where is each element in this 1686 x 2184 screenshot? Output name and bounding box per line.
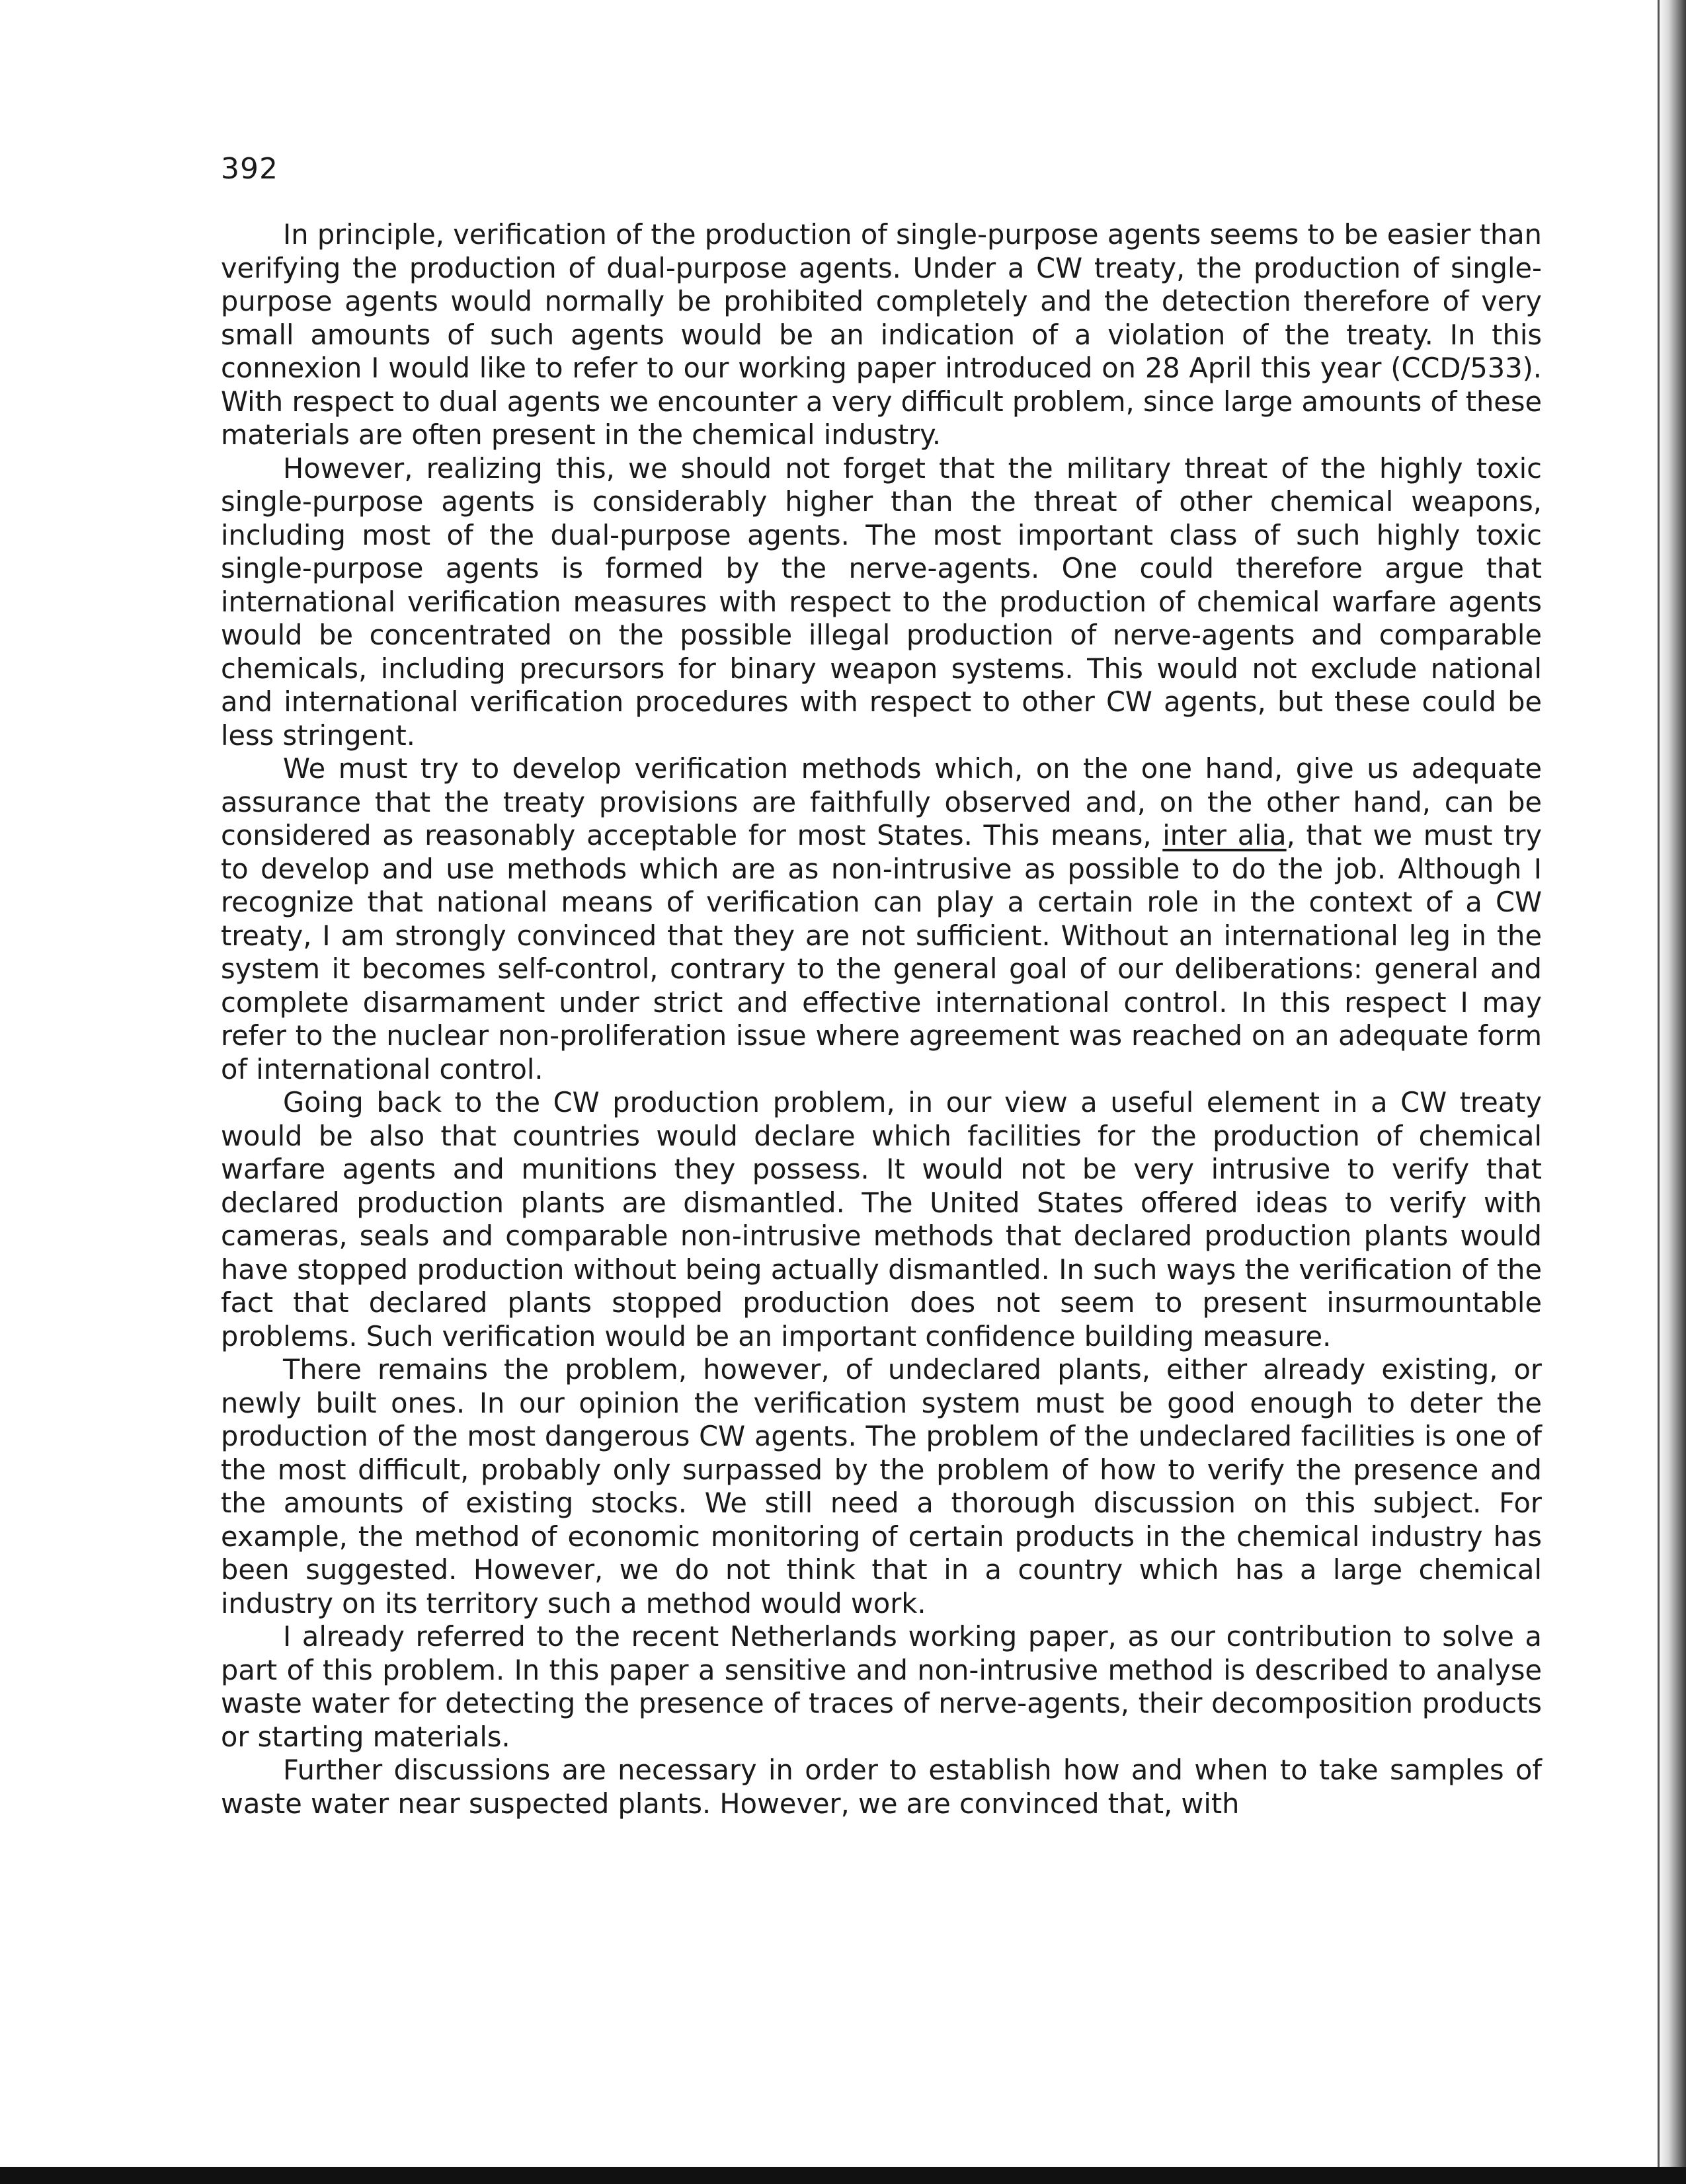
paragraph-6: I already referred to the recent Netherlands working paper, as our contribution to solve a part of this problem. In this paper a sensitive and non-intrusive method is described to analyse waste water for detecting the presence of traces of nerve-agents, their decomposition products or starting materials. [221,1620,1542,1753]
paragraph-3-part-2: , that we must try to develop and use methods which are as non-intrusive as possible to do the job. Although I recognize that national means of verification can play a certain role in the context of a CW treaty, I am strongly convinced that they are not sufficient. Without an international leg in the system it becomes self-control, contrary to the general goal of our deliberations: general and complete disarmament under strict and effective international control. In this respect I may refer to the nuclear non-proliferation issue where agreement was reached on an adequate form of international control. [221,819,1543,1085]
paragraph-4: Going back to the CW production problem, in our view a useful element in a CW treaty would be also that countries would declare which facilities for the production of chemical warfare agents and munitions they possess. It would not be very intrusive to verify that declared production plants are dismantled. The United States offered ideas to verify with cameras, seals and comparable non-intrusive methods that declared production plants would have stopped production without being actually dismantled. In such ways the verification of the fact that declared plants stopped production does not seem to present insurmountable problems. Such verification would be an important confidence building measure. [221,1086,1542,1352]
scan-bottom-border [0,2167,1686,2184]
page-edge-shadow [1657,0,1686,2184]
body-text [221,218,1542,1820]
page-number: 392 [221,152,278,186]
paragraph-3-part-1: We must try to develop verification methods which, on the one hand, give us adequate assurance that the treaty provisions are faithfully observed and, on the other hand, can be considered as reasonably acceptable for most States. This means, [221,752,1542,851]
page-edge-line [1658,0,1660,2184]
paragraph-2: However, realizing this, we should not forget that the military threat of the highly toxic single-purpose agents is considerably higher than the threat of other chemical weapons, including most of the dual-purpose agents. The most important class of such highly toxic single-purpose agents is formed by the nerve-agents. One could therefore argue that international verification measures with respect to the production of chemical warfare agents would be concentrated on the possible illegal production of nerve-agents and comparable chemicals, including precursors for binary weapon systems. This would not exclude national and international verification procedures with respect to other CW agents, but these could be less stringent. [221,451,1542,752]
inter-alia-underlined: inter alia [1162,819,1287,851]
paragraph-3 [221,752,1542,1086]
paragraph-1: In principle, verification of the production of single-purpose agents seems to be easier than verifying the production of dual-purpose agents. Under a CW treaty, the production of single-purpose agents would normally be prohibited completely and the detection therefore of very small amounts of such agents would be an indication of a violation of the treaty. In this connexion I would like to refer to our working paper introduced on 28 April this year (CCD/533). With respect to dual agents we encounter a very difficult problem, since large amounts of these materials are often present in the chemical industry. [221,218,1542,451]
paragraph-7: Further discussions are necessary in order to establish how and when to take samples of waste water near suspected plants. However, we are convinced that, with [221,1754,1542,1820]
paragraph-5: There remains the problem, however, of undeclared plants, either already existing, or newly built ones. In our opinion the verification system must be good enough to deter the production of the most dangerous CW agents. The problem of the undeclared facilities is one of the most difficult, probably only surpassed by the problem of how to verify the presence and the amounts of existing stocks. We still need a thorough discussion on this subject. For example, the method of economic monitoring of certain products in the chemical industry has been suggested. However, we do not think that in a country which has a large chemical industry on its territory such a method would work. [221,1353,1542,1619]
